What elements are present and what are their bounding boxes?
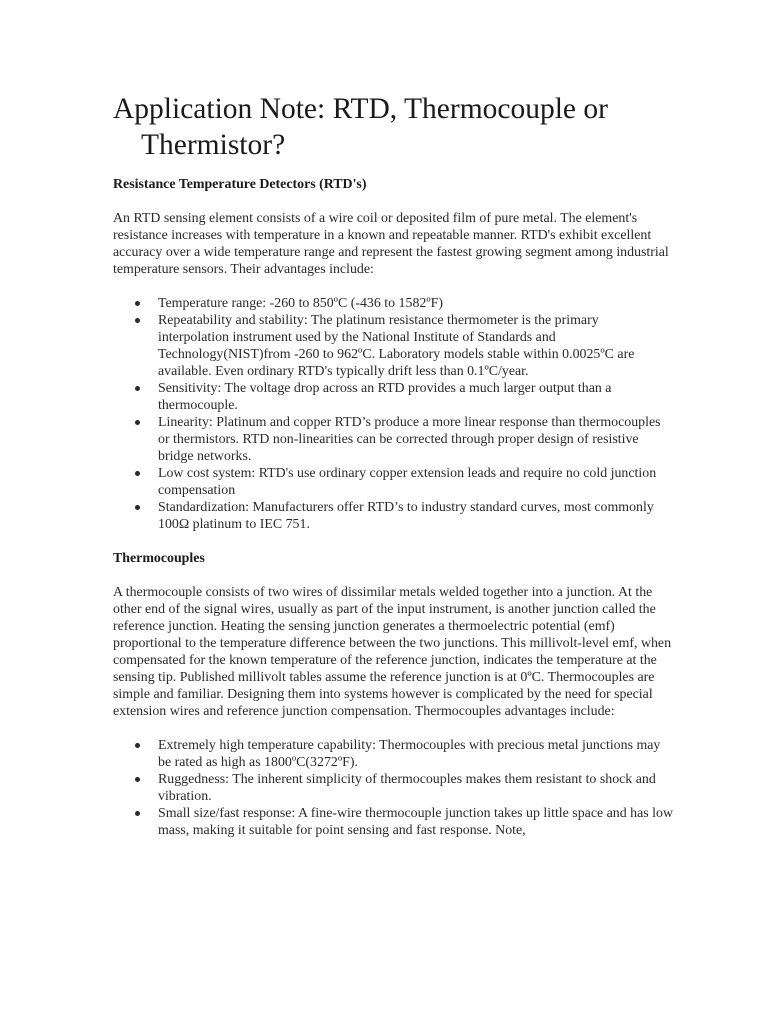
rtd-intro-paragraph: An RTD sensing element consists of a wire coil or deposited film of pure metal. The element's resistance increases with temperature in a known and repeatable manner. RTD's exhibit excellent accuracy over a wide temperature range and represent the fastest growing segment among industrial temperature sensors. Their advantages include:: [113, 211, 669, 277]
list-item: Standardization: Manufacturers offer RTD’s to industry standard curves, most commonly 100Ω platinum to IEC 751.: [113, 499, 673, 533]
thermocouple-advantages-list: [113, 737, 673, 839]
list-item: Repeatability and stability: The platinum resistance thermometer is the primary interpolation instrument used by the National Institute of Standards and Technology(NIST)from -260 to 962ºC. Laboratory models stable within 0.0025ºC are available. Even ordinary RTD's typically drift less than 0.1ºC/year.: [113, 312, 673, 380]
list-item: Extremely high temperature capability: Thermocouples with precious metal junctions may be rated as high as 1800ºC(3272ºF).: [113, 737, 673, 771]
title-line-1: Application Note: RTD, Thermocouple or: [113, 93, 608, 125]
page-title: [113, 91, 673, 163]
document-body: [113, 176, 673, 839]
list-item: Temperature range: -260 to 850ºC (-436 to 1582ºF): [113, 295, 673, 312]
list-item: Low cost system: RTD's use ordinary copper extension leads and require no cold junction compensation: [113, 465, 673, 499]
title-line-2: Thermistor?: [141, 129, 286, 161]
rtd-section-heading: Resistance Temperature Detectors (RTD's): [113, 177, 367, 192]
list-item: Ruggedness: The inherent simplicity of thermocouples makes them resistant to shock and vibration.: [113, 771, 673, 805]
list-item: Sensitivity: The voltage drop across an RTD provides a much larger output than a thermocouple.: [113, 380, 673, 414]
list-item: Linearity: Platinum and copper RTD’s produce a more linear response than thermocouples or thermistors. RTD non-linearities can be corrected through proper design of resistive bridge networks.: [113, 414, 673, 465]
thermocouple-intro-paragraph: A thermocouple consists of two wires of dissimilar metals welded together into a junction. At the other end of the signal wires, usually as part of the input instrument, is another junction called the reference junction. Heating the sensing junction generates a thermoelectric potential (emf) proportional to the temperature difference between the two junctions. This millivolt-level emf, when compensated for the known temperature of the reference junction, indicates the temperature at the sensing tip. Published millivolt tables assume the reference junction is at 0ºC. Thermocouples are simple and familiar. Designing them into systems however is complicated by the need for special extension wires and reference junction compensation. Thermocouples advantages include:: [113, 585, 672, 719]
list-item: Small size/fast response: A fine-wire thermocouple junction takes up little space and has low mass, making it suitable for point sensing and fast response. Note,: [113, 805, 673, 839]
rtd-advantages-list: [113, 295, 673, 533]
thermocouple-section-heading: Thermocouples: [113, 551, 205, 566]
